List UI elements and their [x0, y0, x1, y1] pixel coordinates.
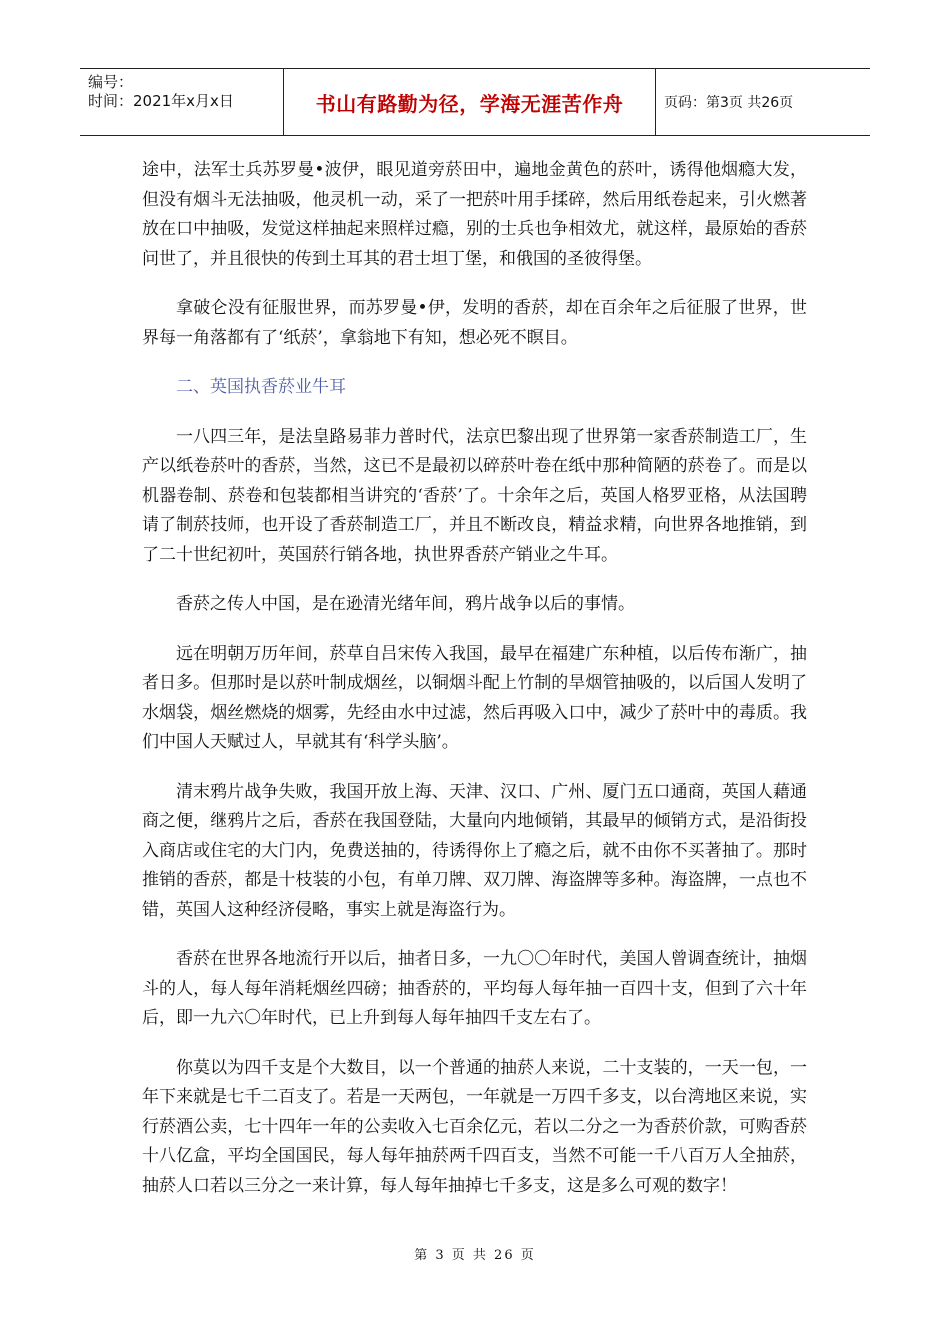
paragraph: 香菸在世界各地流行开以后，抽者日多，一九〇〇年时代，美国人曾调查统计，抽烟斗的人，每人每年消耗烟丝四磅；抽香菸的，平均每人每年抽一百四十支，但到了六十年后，即一九六〇年时代，已上升到每人每年抽四千支左右了。: [142, 949, 807, 1028]
paragraph: 一八四三年，是法皇路易菲力普时代，法京巴黎出现了世界第一家香菸制造工厂，生产以纸卷菸叶的香菸，当然，这已不是最初以碎菸叶卷在纸中那种简陋的菸卷了。而是以机器卷制、菸卷和包装都相当讲究的‘香菸’了。十余年之后，英国人格罗亚格，从法国聘请了制菸技师，也开设了香菸制造工厂，并且不断改良，精益求精，向世界各地推销，到了二十世纪初叶，英国菸行销各地，执世界香菸产销业之牛耳。: [142, 426, 807, 565]
section-heading: 二、英国执香菸业牛耳: [176, 377, 346, 397]
paragraph: 拿破仑没有征服世界，而苏罗曼•伊，发明的香菸，却在百余年之后征服了世界，世界每一角落都有了‘纸菸’，拿翁地下有知，想必死不瞑目。: [142, 298, 807, 348]
paragraph: 香菸之传人中国，是在逊清光绪年间，鸦片战争以后的事情。: [176, 594, 635, 614]
header-page-code: 页码：第3页 共26页: [664, 95, 794, 111]
paragraph: 远在明朝万历年间，菸草自吕宋传入我国，最早在福建广东种植，以后传布渐广，抽者日多。但那时是以菸叶制成烟丝，以铜烟斗配上竹制的旱烟管抽吸的，以后国人发明了水烟袋，烟丝燃烧的烟雾，先经由水中过滤，然后再吸入口中，减少了菸叶中的毒质。我们中国人天赋过人，早就其有‘科学头脑’。: [142, 643, 807, 752]
document-body: [142, 156, 807, 1221]
paragraph: 你莫以为四千支是个大数目，以一个普通的抽菸人来说，二十支装的，一天一包，一年下来就是七千二百支了。若是一天两包，一年就是一万四千多支，以台湾地区来说，实行菸酒公卖，七十四年一年的公卖收入七百余亿元，若以二分之一为香菸价款，可购香菸十八亿盒，平均全国国民，每人每年抽菸两千四百支，当然不可能一千八百万人全抽菸，抽菸人口若以三分之一来计算，每人每年抽掉七千多支，这是多么可观的数字！: [142, 1057, 807, 1196]
header-motto: 书山有路勤为径，学海无涯苦作舟: [284, 69, 656, 135]
document-date-label: 时间：2021年x月x日: [88, 92, 234, 110]
paragraph: 清末鸦片战争失败，我国开放上海、天津、汉口、广州、厦门五口通商，英国人藉通商之便，继鸦片之后，香菸在我国登陆，大量向内地倾销，其最早的倾销方式，是沿街投入商店或住宅的大门内，免费送抽的，待诱得你上了瘾之后，就不由你不买著抽了。那时推销的香菸，都是十枝装的小包，有单刀牌、双刀牌、海盗牌等多种。海盗牌，一点也不错，英国人这种经济侵略，事实上就是海盗行为。: [142, 781, 807, 920]
header-meta: [80, 69, 284, 135]
page-header: [80, 68, 870, 136]
paragraph-continuation: 途中，法军士兵苏罗曼•波伊，眼见道旁菸田中，遍地金黄色的菸叶，诱得他烟瘾大发，但没有烟斗无法抽吸，他灵机一动，采了一把菸叶用手揉碎，然后用纸卷起来，引火燃著放在口中抽吸，发觉这样抽起来照样过瘾，别的士兵也争相效尤，就这样，最原始的香菸问世了，并且很快的传到土耳其的君士坦丁堡，和俄国的圣彼得堡。: [142, 160, 807, 269]
page-footer: 第 3 页 共 26 页: [414, 1248, 536, 1263]
document-number-label: 编号：: [88, 73, 134, 91]
